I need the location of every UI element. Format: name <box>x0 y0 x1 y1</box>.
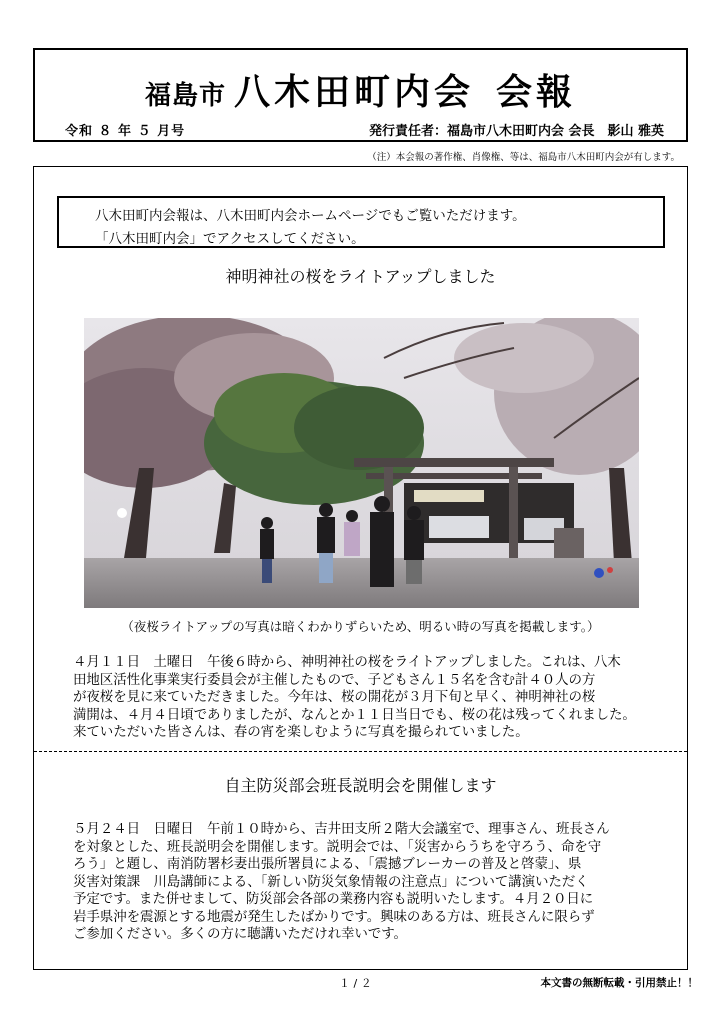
article2-line: ５月２４日 日曜日 午前１０時から、吉井田支所２階大会議室で、理事さん、班長さん <box>73 821 610 837</box>
section-divider <box>34 751 687 752</box>
page-number: １ / ２ <box>339 977 372 990</box>
shrine-cherry-blossom-photo <box>84 318 639 608</box>
title-association: 八木田町内会 <box>233 72 474 113</box>
title-city: 福島市 <box>144 81 226 111</box>
article1-line: 満開は、４月４日頃でありましたが、なんとか１１日当日でも、桜の花は残ってくれました。 <box>73 706 636 723</box>
article1-line: 田地区活性化事業実行委員会が主催したもので、子どもさん１５名を含む計４０人の方 <box>73 671 596 688</box>
article2-line: ご参加ください。多くの方に聴講いただけれ幸いです。 <box>73 926 407 942</box>
masthead <box>33 48 688 142</box>
article1-line: が夜桜を見に来ていただきました。今年は、桜の開花が３月下旬と早く、神明神社の桜 <box>73 689 596 705</box>
notice-line-1: 八木田町内会報は、八木田町内会ホームページでもご覧いただけます。 <box>95 208 526 224</box>
article2-line: 岩手県沖を震源とする地震が発生したばかりです。興味のある方は、班長さんに限らず <box>73 908 595 925</box>
masthead-title <box>35 64 686 115</box>
article1-line: 来ていただいた皆さんは、春の宵を楽しむように写真を撮られていました。 <box>73 724 529 740</box>
publisher: 発行責任者：福島市八木田町内会 会長 影山 雅英 <box>368 124 664 139</box>
article2-headline: 自主防災部会班長説明会を開催します <box>224 776 497 795</box>
article2-line: 災害対策課 川島講師による、「新しい防災気象情報の注意点」について講演いただく <box>73 873 589 890</box>
article2-line: 予定です。また併せまして、防災部会各部の業務内容も説明いたします。４月２０日に <box>73 891 594 907</box>
article1-headline: 神明神社の桜をライトアップしました <box>225 267 496 286</box>
article1-body <box>73 654 673 742</box>
issue-date: 令和 ８ 年 ５ 月号 <box>65 124 186 139</box>
no-reproduction-notice: 本文書の無断転載・引用禁止！！ <box>540 977 698 989</box>
article2-line: ろう」と題し、南消防署杉妻出張所署員による、「震撼ブレーカーの普及と啓蒙」、県 <box>73 856 582 872</box>
article1-line: ４月１１日 土曜日 午後６時から、神明神社の桜をライトアップしました。これは、八木 <box>73 654 621 670</box>
notice-line-2: 「八木田町内会」でアクセスしてください。 <box>95 231 365 247</box>
copyright-note: （注）本会報の著作権、肖像権、等は、福島市八木田町内会が有します。 <box>367 152 680 163</box>
photo-caption: （夜桜ライトアップの写真は暗くわかりずらいため、明るい時の写真を掲載します。） <box>121 619 600 634</box>
website-notice <box>57 196 665 248</box>
article2-line: を対象とした、班長説明会を開催します。説明会では、「災害からうちを守ろう、命を守 <box>73 838 602 855</box>
article2-body <box>73 821 673 944</box>
title-bulletin: 会報 <box>496 72 577 113</box>
